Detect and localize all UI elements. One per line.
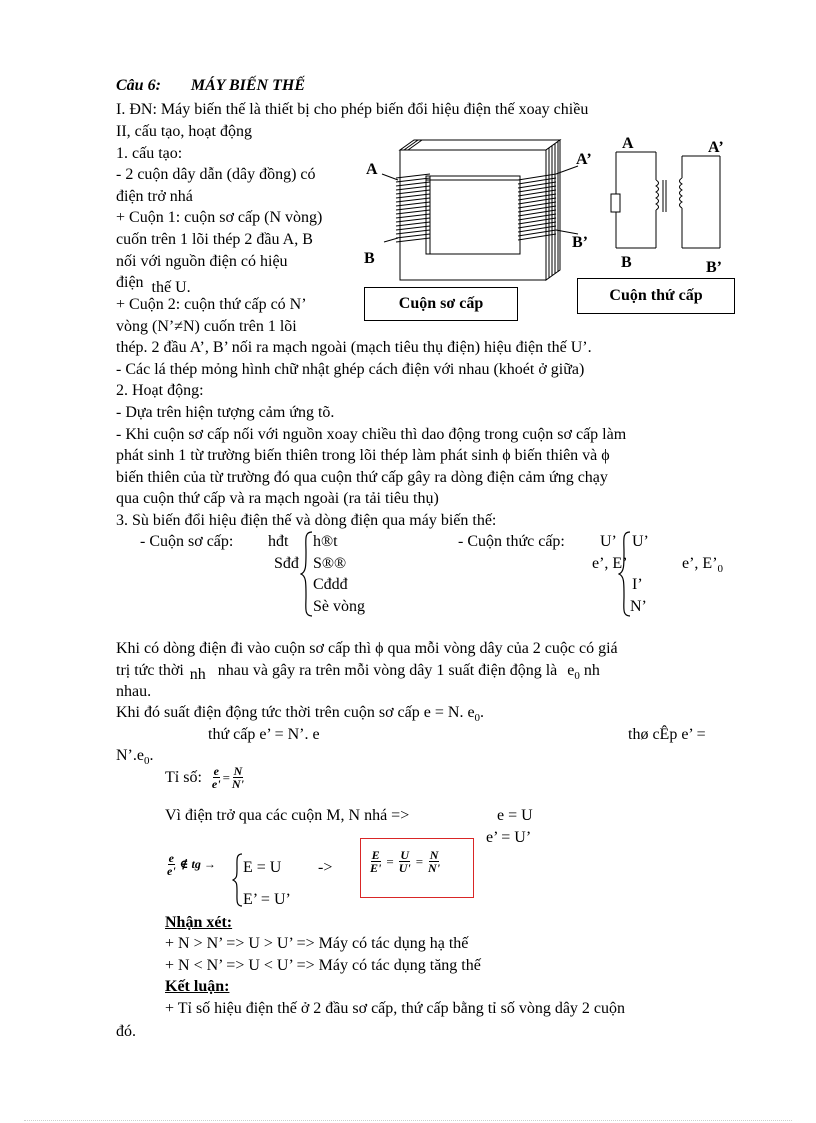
transformer-core bbox=[400, 140, 560, 280]
text-fragment: e bbox=[567, 662, 575, 679]
equation: e’ = U’ bbox=[486, 829, 532, 846]
text-line: thứ cấp e’ = N’. e bbox=[208, 726, 320, 743]
denominator: N' bbox=[428, 861, 441, 875]
denominator: e' bbox=[167, 864, 176, 878]
text-fragment: nhau và gây ra trên mỗi vòng dây 1 suất điện động là bbox=[217, 662, 558, 679]
text-line: đó. bbox=[116, 1023, 136, 1040]
text-line: nối với nguồn điện có hiệu bbox=[116, 253, 288, 270]
text-line: - 2 cuộn dây dẫn (dây đồng) có bbox=[116, 166, 316, 183]
table-item bbox=[682, 554, 723, 579]
fraction bbox=[166, 852, 177, 877]
schematic-label-a-prime: A’ bbox=[708, 139, 724, 156]
caption-text: Cuộn sơ cấp bbox=[398, 295, 484, 312]
subscript: 0 bbox=[574, 670, 580, 683]
equation: E’ = U’ bbox=[243, 891, 291, 908]
table-item: U’ bbox=[632, 533, 649, 550]
caption-secondary-coil bbox=[577, 278, 735, 314]
equation: e = U bbox=[497, 807, 533, 824]
fraction bbox=[231, 765, 245, 790]
heading-title: MÁY BIẾN THẾ bbox=[190, 77, 305, 94]
text-line: + N > N’ => U > U’ => Máy có tác dụng hạ thế bbox=[165, 935, 469, 952]
subscript: 0 bbox=[143, 755, 150, 768]
text-line: nhau. bbox=[116, 683, 152, 700]
text-line: - Các lá thép mỏng hình chữ nhật ghép cách điện với nhau (khoét ở giữa) bbox=[116, 361, 585, 378]
conclusion-title: Kết luận: bbox=[165, 978, 230, 995]
page-divider bbox=[24, 1120, 792, 1121]
table-e-prime: e’, E’ bbox=[592, 555, 628, 572]
table-hdt: hđt bbox=[268, 533, 289, 550]
derivation bbox=[165, 852, 216, 877]
label-b: B bbox=[364, 250, 375, 267]
numerator: N bbox=[233, 764, 243, 778]
caption-text: Cuộn thứ cấp bbox=[609, 287, 703, 304]
section-structure: II, cấu tạo, hoạt động bbox=[116, 123, 252, 140]
arrow: -> bbox=[318, 859, 333, 876]
left-brace-icon bbox=[300, 530, 314, 618]
text-fragment: e’, E’ bbox=[682, 555, 718, 572]
fraction bbox=[369, 849, 382, 874]
schematic-label-b: B bbox=[621, 254, 632, 271]
text-line bbox=[116, 273, 191, 296]
result-formula: $\frac{E}{E'}$ = $\frac{U}{U'}$ = $\frac{N}{N'}$ bbox=[370, 848, 441, 875]
text-line: 1. cấu tạo: bbox=[116, 145, 183, 162]
text-line: + Cuộn 2: cuộn thứ cấp có N’ bbox=[116, 296, 307, 313]
label-a-prime: A’ bbox=[576, 151, 592, 168]
text-line: + N < N’ => U < U’ => Máy có tác dụng tăng thế bbox=[165, 957, 481, 974]
text-line: 3. Sù biến đổi hiệu điện thế và dòng điện qua máy biến thế: bbox=[116, 512, 497, 529]
text-line: cuốn trên 1 lõi thép 2 đầu A, B bbox=[116, 231, 313, 248]
text-fragment: thế U. bbox=[151, 279, 191, 296]
table-secondary-label: - Cuộn thức cấp: bbox=[458, 533, 565, 550]
table-sdd: Sđđ bbox=[274, 555, 299, 572]
equation: E = U bbox=[243, 859, 282, 876]
text-line: 2. Hoạt động: bbox=[116, 382, 204, 399]
table-primary-label: - Cuộn sơ cấp: bbox=[140, 533, 234, 550]
table-item: I’ bbox=[632, 576, 643, 593]
text-line: - Khi cuộn sơ cấp nối với nguồn xoay chiều thì dao động trong cuộn sơ cấp làm bbox=[116, 426, 627, 443]
text-line: qua cuộn thứ cấp và ra mạch ngoài (ra tải tiêu thụ) bbox=[116, 490, 439, 507]
text-fragment: nh bbox=[583, 662, 600, 679]
derivation-op: ∉ tg → bbox=[179, 857, 216, 871]
table-item: S®® bbox=[313, 555, 347, 572]
text-line: + Tỉ số hiệu điện thế ở 2 đầu sơ cấp, thứ cấp bằng tỉ số vòng dây 2 cuộn bbox=[165, 1000, 626, 1017]
text-line: - Dựa trên hiện tượng cảm ứng tõ. bbox=[116, 404, 335, 421]
caption-primary-coil bbox=[364, 287, 518, 321]
text-fragment: . bbox=[480, 704, 485, 721]
heading-number: Câu 6: bbox=[116, 77, 161, 94]
numerator: e bbox=[213, 764, 219, 778]
schematic-label-a: A bbox=[622, 135, 634, 152]
fraction bbox=[398, 849, 412, 874]
text-line: thép. 2 đầu A’, B’ nối ra mạch ngoài (mạch tiêu thụ điện) hiệu điện thế U’. bbox=[116, 339, 592, 356]
table-item: Cđdđ bbox=[313, 576, 348, 593]
numerator: N bbox=[429, 848, 439, 862]
text-line: vòng (N’≠N) cuốn trên 1 lõi bbox=[116, 318, 297, 335]
label-b-prime: B’ bbox=[572, 234, 588, 251]
text-fragment: trị tức thời bbox=[116, 662, 184, 679]
text-line: Vì điện trở qua các cuộn M, N nhá => bbox=[165, 807, 410, 824]
text-line: + Cuộn 1: cuộn sơ cấp (N vòng) bbox=[116, 209, 323, 226]
text-fragment: . bbox=[149, 747, 154, 764]
table-item: N’ bbox=[630, 598, 647, 615]
schematic-diagram bbox=[611, 152, 720, 248]
denominator: E' bbox=[370, 861, 382, 875]
numerator: e bbox=[168, 851, 174, 865]
text-line bbox=[116, 746, 153, 771]
text-fragment: Khi đó suất điện động tức thời trên cuộn sơ cấp e = N. e bbox=[116, 704, 475, 721]
text-fragment: nh bbox=[189, 666, 206, 683]
ratio-formula: Tỉ số: $\frac{e}{e'}$ = $\frac{N}{N'}$ bbox=[165, 764, 244, 791]
denominator: N' bbox=[231, 777, 244, 791]
table-item: Sè vòng bbox=[313, 598, 365, 615]
text-line: thø cÊp e’ = bbox=[628, 726, 706, 743]
text-fragment: điện bbox=[116, 274, 144, 291]
table-u-prime: U’ bbox=[600, 533, 617, 550]
remarks-title: Nhận xét: bbox=[165, 914, 233, 931]
text-line: phát sinh 1 từ trường biến thiên trong lõi thép làm phát sinh ϕ biến thiên và ϕ bbox=[116, 447, 610, 464]
table-item: h®t bbox=[313, 533, 338, 550]
label-a: A bbox=[366, 161, 378, 178]
subscript: 0 bbox=[474, 712, 481, 725]
text-line: điện trở nhá bbox=[116, 188, 193, 205]
subscript: 0 bbox=[717, 563, 724, 576]
numerator: E bbox=[371, 848, 380, 862]
fraction bbox=[211, 765, 222, 790]
definition-line: I. ĐN: Máy biến thế là thiết bị cho phép biến đổi hiệu điện thế xoay chiều bbox=[116, 101, 589, 118]
numerator: U bbox=[400, 848, 410, 862]
ratio-label: Tỉ số: bbox=[165, 768, 202, 786]
text-line: biến thiên của từ trường đó qua cuộn thứ cấp gây ra dòng điện cảm ứng chạy bbox=[116, 469, 608, 486]
schematic-label-b-prime: B’ bbox=[706, 259, 722, 276]
text-fragment: N’.e bbox=[116, 747, 144, 764]
text-line bbox=[116, 661, 600, 686]
fraction bbox=[427, 849, 441, 874]
denominator: e' bbox=[211, 777, 221, 791]
denominator: U' bbox=[398, 861, 411, 875]
heading bbox=[116, 76, 305, 96]
text-line: Khi có dòng điện đi vào cuộn sơ cấp thì ϕ qua mỗi vòng dây của 2 cuộc có giá bbox=[116, 640, 618, 657]
